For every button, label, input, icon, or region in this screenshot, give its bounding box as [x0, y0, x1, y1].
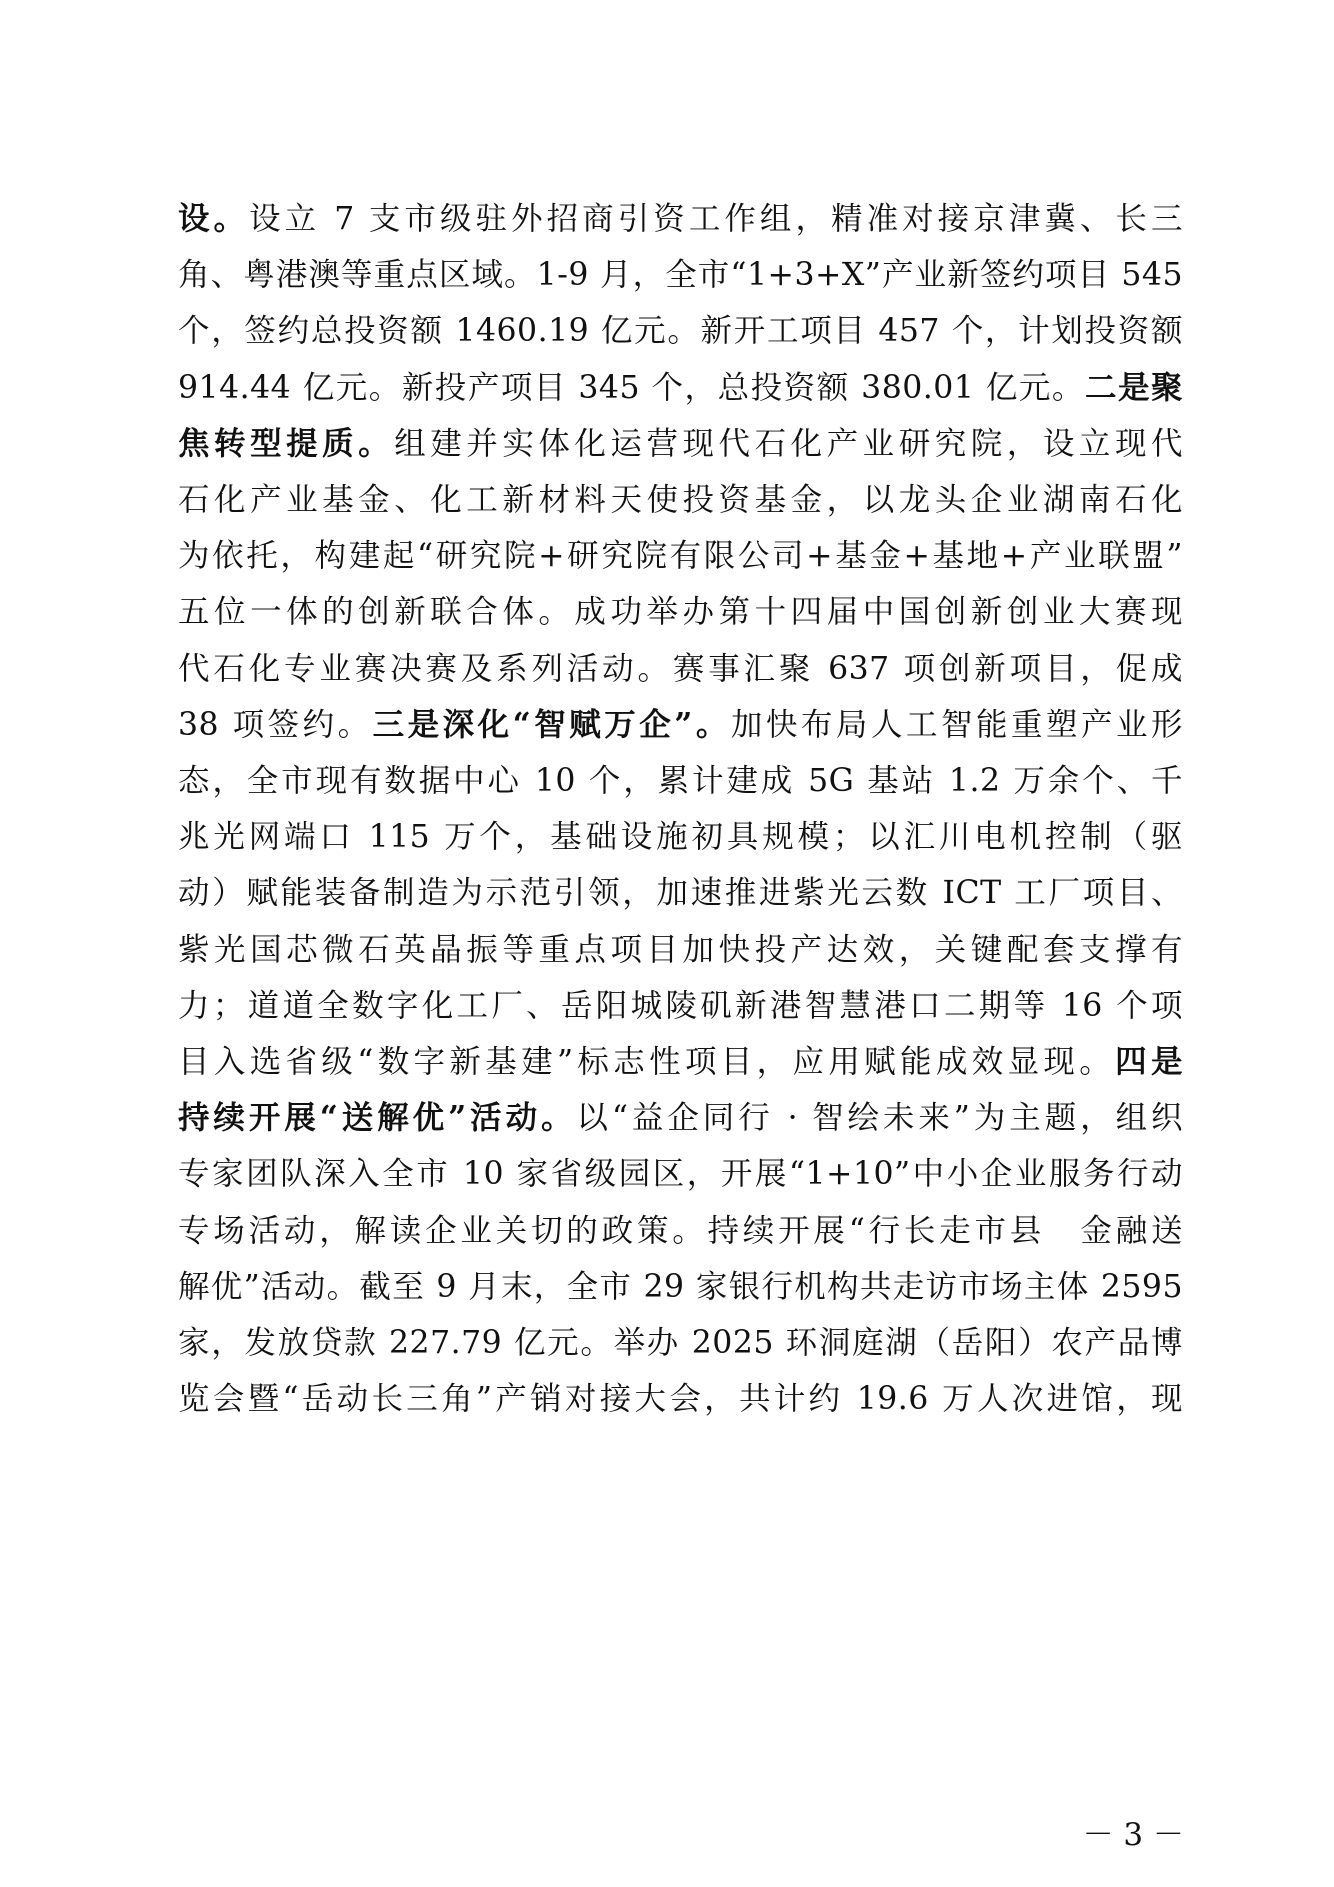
- text-segment: 解优”活动。截至 9 月末，全市 29 家银行机构共走访市场主体 2595: [178, 1268, 1183, 1305]
- text-segment: 为依托，构建起“研究院+研究院有限公司+基金+基地+产业联盟”: [178, 538, 1183, 575]
- text-segment: 914.44 亿元。新投产项目 345 个，总投资额 380.01 亿元。: [178, 369, 1085, 406]
- text-segment: 代石化专业赛决赛及系列活动。赛事汇聚 637 项创新项目，促成: [178, 650, 1183, 687]
- text-segment: 兆光网端口 115 万个，基础设施初具规模；以汇川电机控制（驱: [178, 819, 1183, 856]
- bold-heading-segment: 二是聚: [1084, 368, 1183, 406]
- bold-heading-segment: 四是: [1115, 1043, 1183, 1080]
- text-segment: 紫光国芯微石英晶振等重点项目加快投产达效，关键配套支撑有: [178, 931, 1183, 968]
- text-segment: 组建并实体化运营现代石化产业研究院，设立现代: [394, 425, 1183, 462]
- text-segment: 家，发放贷款 227.79 亿元。举办 2025 环洞庭湖（岳阳）农产品博: [178, 1325, 1183, 1361]
- text-segment: 态，全市现有数据中心 10 个，累计建成 5G 基站 1.2 万余个、千: [178, 763, 1183, 799]
- text-segment: 专场活动，解读企业关切的政策。持续开展“行长走市县 金融送: [178, 1212, 1183, 1249]
- bold-heading-segment: 三是深化“智赋万企”。: [372, 705, 731, 743]
- text-segment: 五位一体的创新联合体。成功举办第十四届中国创新创业大赛现: [178, 594, 1183, 631]
- bold-heading-segment: 持续开展“送解优”活动。: [178, 1099, 577, 1137]
- text-segment: 力；道道全数字化工厂、岳阳城陵矶新港智慧港口二期等 16 个项: [178, 987, 1183, 1024]
- text-segment: 设立 7 支市级驻外招商引资工作组，精准对接京津冀、长三: [249, 201, 1183, 237]
- bold-heading-segment: 焦转型提质。: [178, 424, 395, 462]
- text-segment: 个，签约总投资额 1460.19 亿元。新开工项目 457 个，计划投资额: [178, 313, 1183, 350]
- text-segment: 以“益企同行 · 智绘未来”为主题，组织: [576, 1100, 1184, 1137]
- text-line: [178, 1366, 1183, 1432]
- bold-heading-segment: 设。: [178, 200, 250, 237]
- text-segment: 角、粤港澳等重点区域。1-9 月，全市“1+3+X”产业新签约项目 545: [178, 257, 1183, 294]
- page-number: － 3 －: [1082, 1817, 1184, 1853]
- text-segment: 加快布局人工智能重塑产业形: [730, 706, 1183, 743]
- text-segment: 专家团队深入全市 10 家省级园区，开展“1+10”中小企业服务行动: [178, 1156, 1183, 1193]
- text-segment: 目入选省级“数字新基建”标志性项目，应用赋能成效显现。: [178, 1044, 1116, 1080]
- text-segment: 38 项签约。: [178, 706, 373, 743]
- text-segment: 石化产业基金、化工新材料天使投资基金，以龙头企业湖南石化: [178, 482, 1183, 518]
- text-segment: 动）赋能装备制造为示范引领，加速推进紫光云数 ICT 工厂项目、: [178, 875, 1183, 912]
- text-segment: 览会暨“岳动长三角”产销对接大会，共计约 19.6 万人次进馆，现: [178, 1381, 1183, 1418]
